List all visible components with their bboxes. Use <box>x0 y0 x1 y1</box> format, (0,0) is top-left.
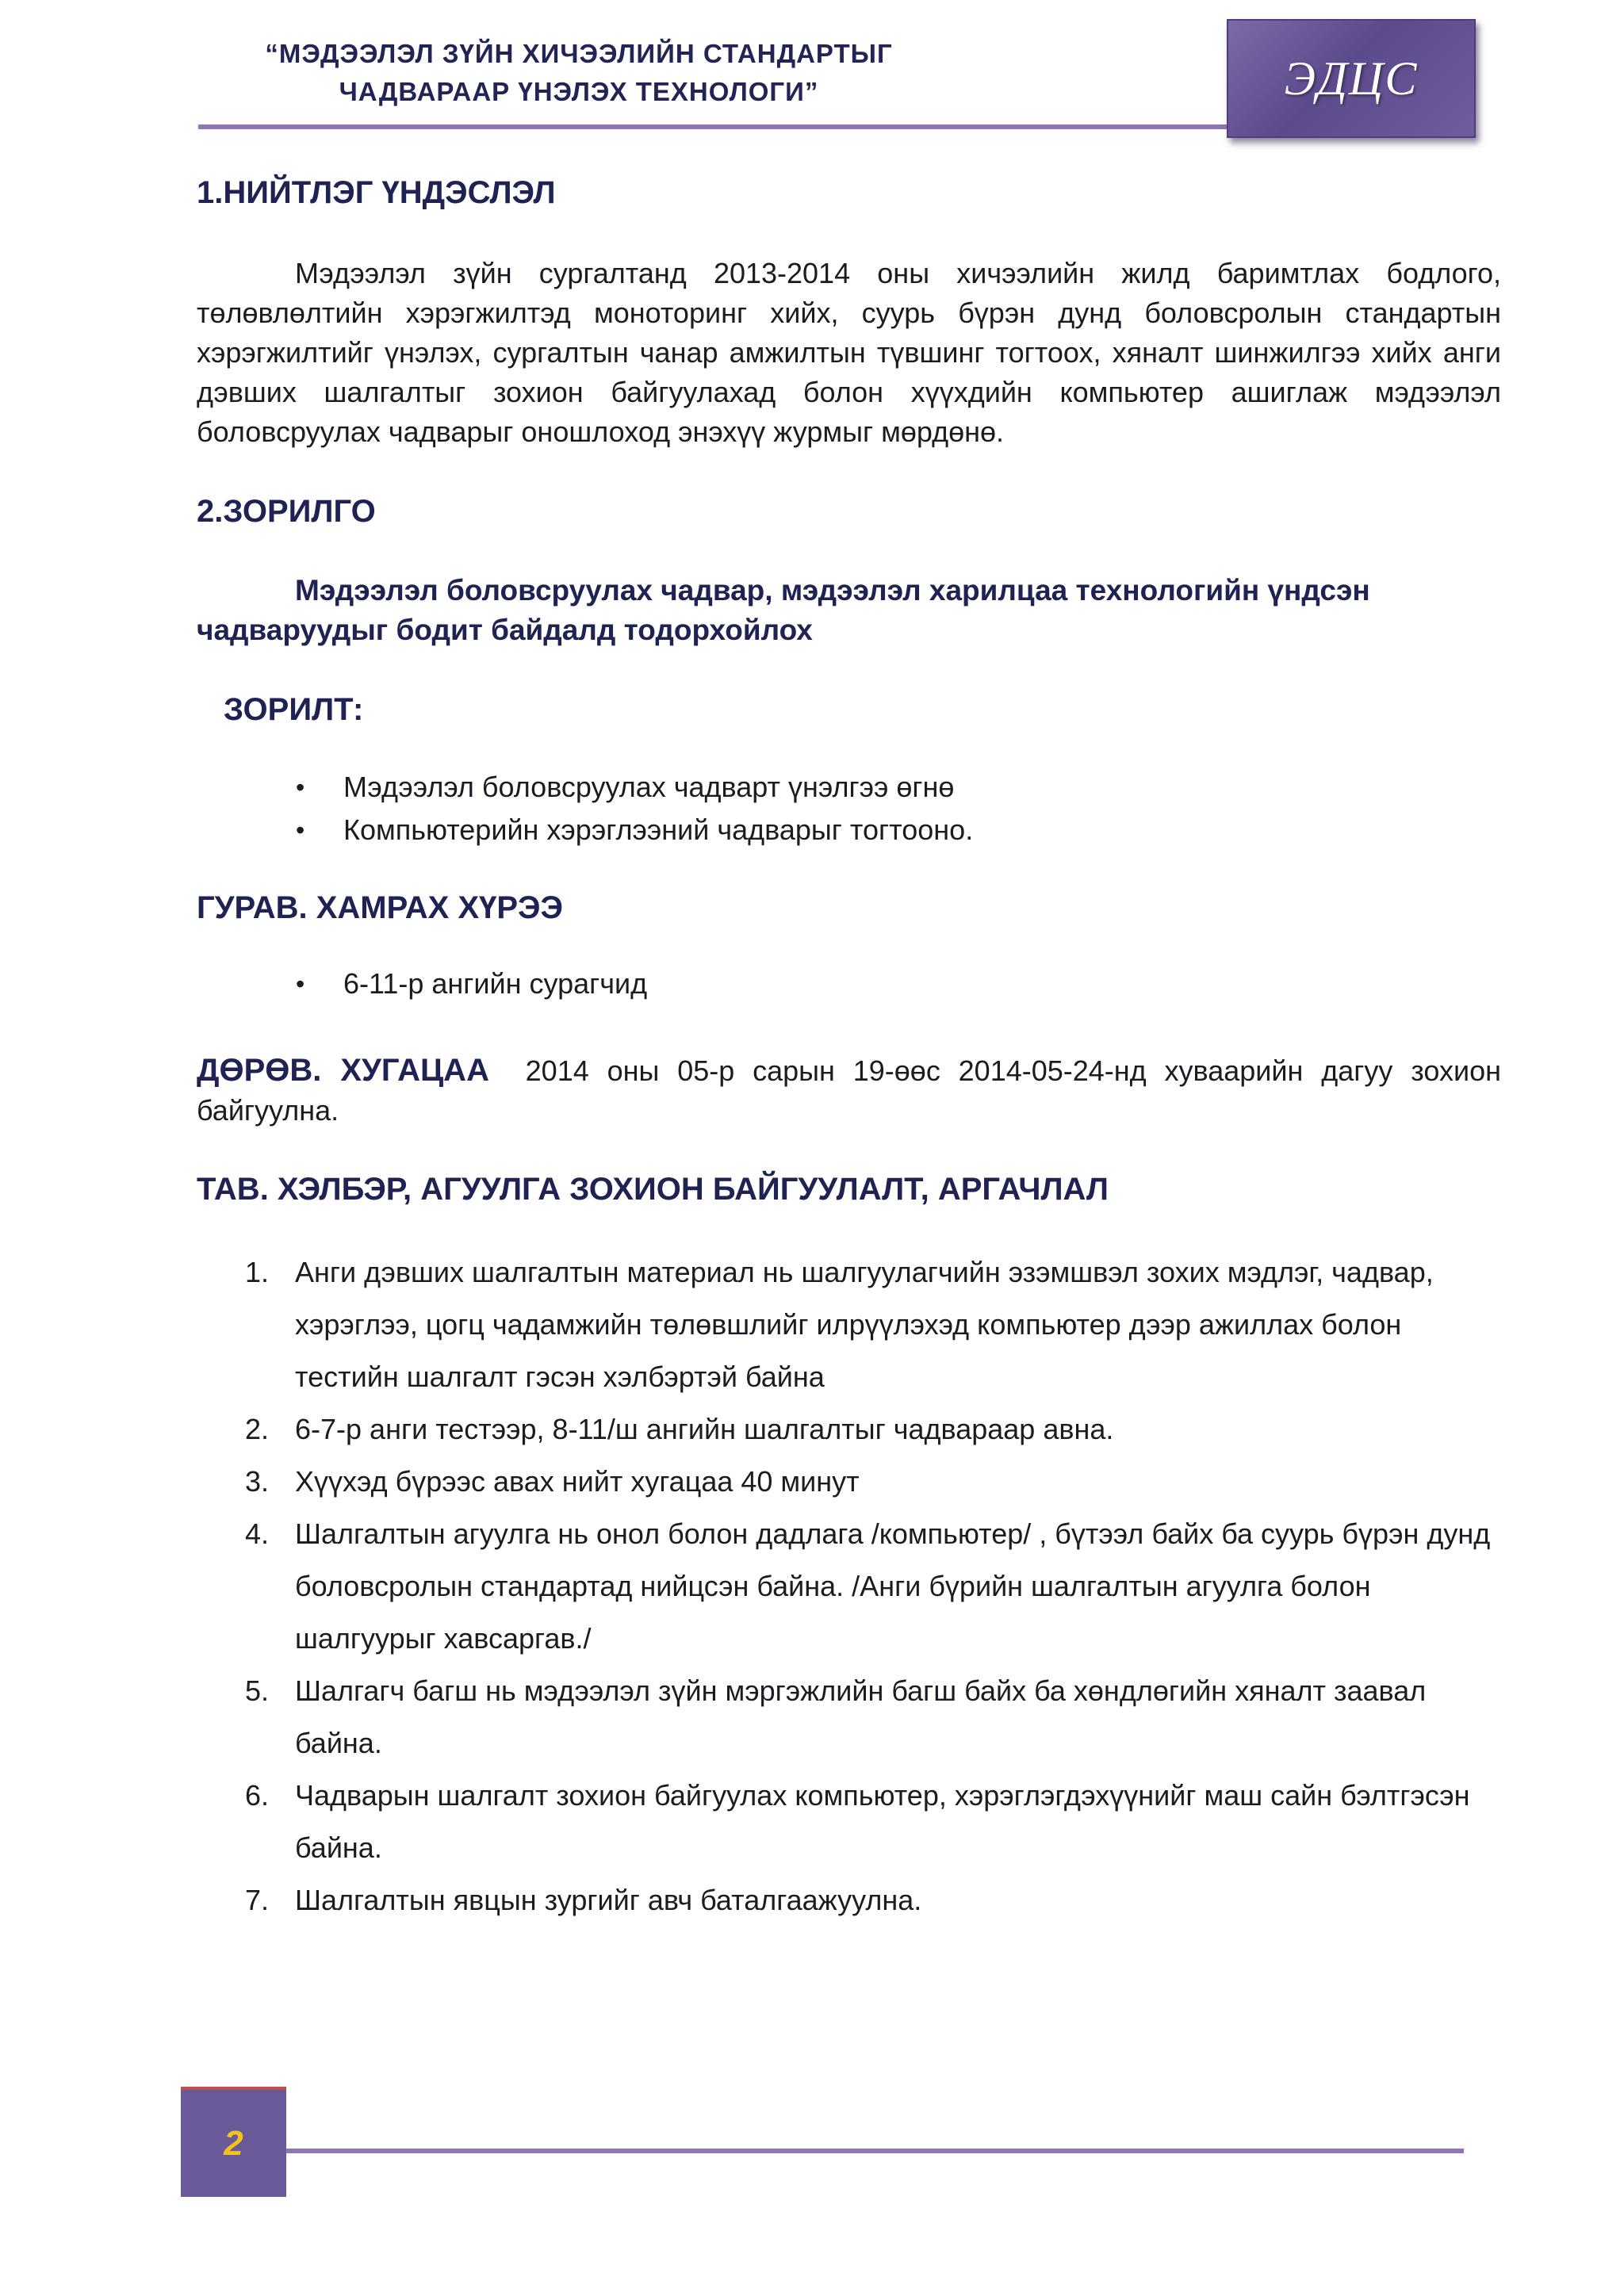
list-item <box>197 1770 1501 1874</box>
section-4-paragraph <box>197 1050 1501 1131</box>
header-title-line-2: ЧАДВАРААР ҮНЭЛЭХ ТЕХНОЛОГИ” <box>339 77 819 106</box>
section-1-heading: 1.НИЙТЛЭГ ҮНДЭСЛЭЛ <box>197 175 556 210</box>
page-number-badge <box>181 2087 286 2197</box>
list-item <box>197 1456 1501 1508</box>
section-2-goal: Мэдээлэл боловсруулах чадвар, мэдээлэл харилцаа технологийн үндсэн чадваруудыг бодит байдалд тодорхойлох <box>197 574 1370 646</box>
list-item: • 6-11-р ангийн сурагчид <box>197 962 1501 1005</box>
header-rule <box>198 124 1229 129</box>
item-text: Чадварын шалгалт зохион байгуулах компьютер, хэрэглэгдэхүүнийг маш сайн бэлтгэсэн байна. <box>295 1779 1470 1864</box>
section-3-heading: ГУРАВ. ХАМРАХ ХҮРЭЭ <box>197 890 563 925</box>
header-title-line-1: “МЭДЭЭЛЭЛ ЗҮЙН ХИЧЭЭЛИЙН СТАНДАРТЫГ <box>265 39 893 68</box>
item-number: 3. <box>245 1465 270 1498</box>
document-header-title <box>198 35 959 111</box>
logo-badge <box>1227 19 1476 138</box>
item-text: 6-7-р анги тестээр, 8-11/ш ангийн шалгалтыг чадвараар авна. <box>295 1413 1114 1445</box>
page-number: 2 <box>224 2123 243 2163</box>
procedure-list <box>197 1246 1501 1927</box>
item-text: Шалгалтын агуулга нь онол болон дадлага /компьютер/ , бүтээл байх ба суурь бүрэн дунд боловсролын стандартад нийцсэн байна. /Анги бүрийн шалгалтын агуулга болон шалгуурыг хавсаргав./ <box>295 1517 1491 1655</box>
item-number: 5. <box>245 1674 270 1707</box>
logo-text: ЭДЦС <box>1284 52 1419 105</box>
section-4-text: 2014 оны 05-р сарын 19-өөс 2014-05-24-нд хуваарийн дагуу зохион байгуулна. <box>197 1054 1501 1127</box>
tasks-heading: ЗОРИЛТ: <box>224 692 364 727</box>
section-1-paragraph: Мэдээлэл зүйн сургалтанд 2013-2014 оны хичээлийн жилд баримтлах бодлого, төлөвлөлтийн хэрэгжилтэд моноторинг хийх, суурь бүрэн дунд боловсролын стандартын хэрэгжилтийг үнэлэх, сургалтын чанар амжилтын түвшинг тогтоох, хяналт шинжилгээ хийх анги дэвших шалгалтыг зохион байгуулахад болон хүүхдийн компьютер ашиглаж мэдээлэл боловсруулах чадварыг оношлоход энэхүү журмыг мөрдөнө. <box>197 257 1501 448</box>
section-2-heading: 2.ЗОРИЛГО <box>197 494 376 529</box>
item-text: Хүүхэд бүрээс авах нийт хугацаа 40 минут <box>295 1465 860 1498</box>
section-5-heading: ТАВ. ХЭЛБЭР, АГУУЛГА ЗОХИОН БАЙГУУЛАЛТ, АРГАЧЛАЛ <box>197 1172 1109 1207</box>
list-item <box>197 1508 1501 1665</box>
item-number: 6. <box>245 1779 270 1812</box>
item-text: Шалгалтын явцын зургийг авч баталгаажуулна. <box>295 1884 922 1916</box>
list-item <box>197 1665 1501 1770</box>
item-text: Шалгагч багш нь мэдээлэл зүйн мэргэжлийн багш байх ба хөндлөгийн хяналт заавал байна. <box>295 1674 1427 1759</box>
section-4-heading: ДӨРӨВ. ХУГАЦАА <box>197 1053 489 1088</box>
item-number: 2. <box>245 1413 270 1445</box>
list-item <box>197 1246 1501 1403</box>
list-item: • Компьютерийн хэрэглээний чадварыг тогтооно. <box>197 809 1501 851</box>
list-item <box>197 1403 1501 1456</box>
list-item <box>197 1874 1501 1927</box>
item-number: 7. <box>245 1884 270 1916</box>
item-text: Анги дэвших шалгалтын материал нь шалгуулагчийн эзэмшвэл зохих мэдлэг, чадвар, хэрэглээ, цогц чадамжийн төлөвшлийг илрүүлэхэд компьютер дээр ажиллах болон тестийн шалгалт гэсэн хэлбэртэй байна <box>295 1256 1434 1393</box>
item-number: 1. <box>245 1256 270 1288</box>
footer-rule <box>286 2149 1464 2153</box>
list-item: • Мэдээлэл боловсруулах чадварт үнэлгээ өгнө <box>197 766 1501 809</box>
item-number: 4. <box>245 1517 270 1550</box>
scope-list <box>197 962 1501 1005</box>
tasks-list <box>197 766 1501 851</box>
